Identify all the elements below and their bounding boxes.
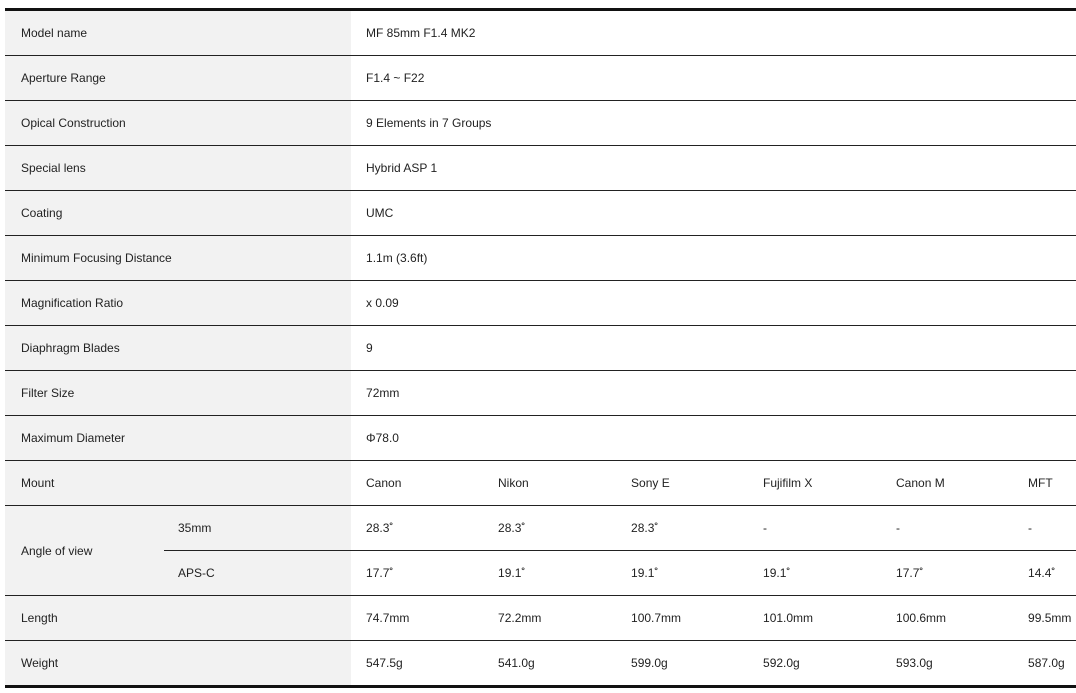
lens-spec-table bbox=[5, 8, 1076, 688]
row-label-magnification: Magnification Ratio bbox=[5, 281, 351, 326]
row-value-min-focus: 1.1m (3.6ft) bbox=[351, 236, 1076, 281]
table-row bbox=[5, 236, 1076, 281]
row-value-magnification: x 0.09 bbox=[351, 281, 1076, 326]
row-label-model-name: Model name bbox=[5, 10, 351, 56]
angle-35mm-fujifilm-x: - bbox=[748, 506, 881, 551]
angle-35mm-nikon: 28.3˚ bbox=[483, 506, 616, 551]
row-label-aperture-range: Aperture Range bbox=[5, 56, 351, 101]
table-row bbox=[5, 56, 1076, 101]
table-row-mount bbox=[5, 461, 1076, 506]
angle-35mm-canon: 28.3˚ bbox=[351, 506, 483, 551]
weight-canon: 547.5g bbox=[366, 656, 403, 670]
table-row-length bbox=[5, 596, 1076, 641]
sub-label-aps-c: APS-C bbox=[164, 551, 351, 596]
weight-nikon: 541.0g bbox=[498, 656, 535, 670]
angle-35mm-sony-e: 28.3˚ bbox=[616, 506, 748, 551]
row-value-max-diameter: Φ78.0 bbox=[351, 416, 1076, 461]
length-nikon: 72.2mm bbox=[483, 596, 616, 641]
length-mft: 99.5mm bbox=[1013, 596, 1076, 641]
row-value-optical-construction: 9 Elements in 7 Groups bbox=[351, 101, 1076, 146]
table-row bbox=[5, 191, 1076, 236]
row-label-special-lens: Special lens bbox=[5, 146, 351, 191]
angle-35mm-mft: - bbox=[1013, 506, 1076, 551]
angle-apsc-canon-m: 17.7˚ bbox=[881, 551, 1013, 596]
row-label-min-focus: Minimum Focusing Distance bbox=[5, 236, 351, 281]
row-value-special-lens: Hybrid ASP 1 bbox=[351, 146, 1076, 191]
row-label-diaphragm: Diaphragm Blades bbox=[5, 326, 351, 371]
row-value-aperture-range: F1.4 ~ F22 bbox=[351, 56, 1076, 101]
mount-fujifilm-x: Fujifilm X bbox=[748, 461, 881, 506]
mount-mft: MFT bbox=[1013, 461, 1076, 506]
row-label-length: Length bbox=[5, 596, 351, 641]
row-value-filter-size: 72mm bbox=[351, 371, 1076, 416]
mount-sony-e: Sony E bbox=[616, 461, 748, 506]
angle-apsc-mft: 14.4˚ bbox=[1013, 551, 1076, 596]
table-row-angle-35mm bbox=[5, 506, 1076, 551]
table-row-angle-apsc bbox=[5, 551, 1076, 596]
table-row bbox=[5, 10, 1076, 56]
mount-nikon: Nikon bbox=[483, 461, 616, 506]
length-canon-m: 100.6mm bbox=[881, 596, 1013, 641]
table-row bbox=[5, 371, 1076, 416]
row-value-diaphragm: 9 bbox=[351, 326, 1076, 371]
weight-mft: 587.0g bbox=[1028, 656, 1065, 670]
table-row bbox=[5, 146, 1076, 191]
row-label-max-diameter: Maximum Diameter bbox=[5, 416, 351, 461]
table-row bbox=[5, 281, 1076, 326]
weight-sony-e: 599.0g bbox=[631, 656, 668, 670]
weight-fujifilm-x: 592.0g bbox=[763, 656, 800, 670]
table-row-weight bbox=[5, 641, 1076, 687]
length-sony-e: 100.7mm bbox=[616, 596, 748, 641]
row-label-filter-size: Filter Size bbox=[5, 371, 351, 416]
angle-apsc-fujifilm-x: 19.1˚ bbox=[748, 551, 881, 596]
mount-canon: Canon bbox=[351, 461, 483, 506]
angle-35mm-canon-m: - bbox=[881, 506, 1013, 551]
angle-apsc-nikon: 19.1˚ bbox=[483, 551, 616, 596]
table-row bbox=[5, 326, 1076, 371]
row-value-model-name: MF 85mm F1.4 MK2 bbox=[351, 10, 1076, 56]
row-label-optical-construction: Opical Construction bbox=[5, 101, 351, 146]
length-fujifilm-x: 101.0mm bbox=[748, 596, 881, 641]
mount-canon-m: Canon M bbox=[881, 461, 1013, 506]
row-value-coating: UMC bbox=[351, 191, 1076, 236]
table-row bbox=[5, 101, 1076, 146]
angle-apsc-canon: 17.7˚ bbox=[351, 551, 483, 596]
row-label-weight: Weight bbox=[5, 641, 351, 687]
sub-label-35mm: 35mm bbox=[164, 506, 351, 551]
weight-canon-m: 593.0g bbox=[896, 656, 933, 670]
table-row bbox=[5, 416, 1076, 461]
row-label-angle-of-view: Angle of view bbox=[5, 506, 164, 596]
length-canon: 74.7mm bbox=[351, 596, 483, 641]
row-label-coating: Coating bbox=[5, 191, 351, 236]
row-label-mount: Mount bbox=[5, 461, 351, 506]
angle-apsc-sony-e: 19.1˚ bbox=[616, 551, 748, 596]
